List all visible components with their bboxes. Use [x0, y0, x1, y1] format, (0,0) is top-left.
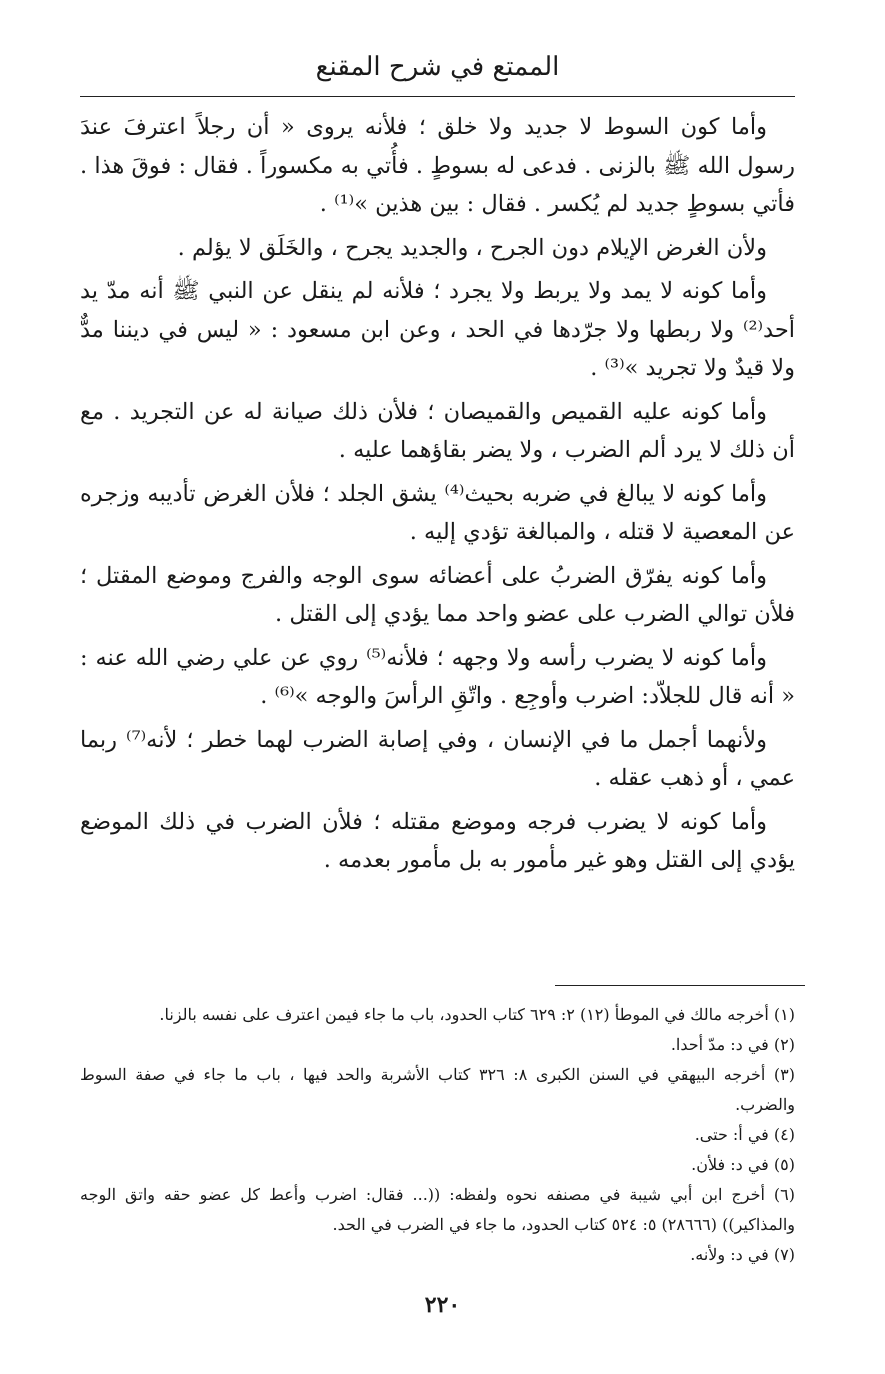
- running-header: [80, 44, 795, 97]
- paragraph-4: وأما كونه عليه القميص والقميصان ؛ فلأن ذلك صيانة له عن التجريد . مع أن ذلك لا يرد ألم الضرب ، ولا يضر بقاؤهما عليه .: [80, 398, 795, 463]
- paragraph-7: وأما كونه لا يضرب رأسه ولا وجهه ؛ فلأنه⁽⁵⁾ روي عن علي رضي الله عنه : « أنه قال للجلاّد: اضرب وأوجِع . واتّقِ الرأسَ والوجه »⁽⁶⁾ .: [80, 644, 795, 709]
- footnote-4: (٤) في أ: حتى.: [694, 1125, 795, 1144]
- footnote-7: (٧) في د: ولأنه.: [690, 1245, 795, 1264]
- footnote-1: (١) أخرجه مالك في الموطأ (١٢) ٢: ٦٢٩ كتاب الحدود، باب ما جاء فيمن اعترف على نفسه بالزنا.: [159, 1005, 795, 1024]
- paragraph-8: ولأنهما أجمل ما في الإنسان ، وفي إصابة الضرب لهما خطر ؛ لأنه⁽⁷⁾ ربما عمي ، أو ذهب عقله .: [80, 726, 795, 791]
- paragraph-1: وأما كون السوط لا جديد ولا خلق ؛ فلأنه يروى « أن رجلاً اعترفَ عندَ رسول الله ﷺ بالزنى . فدعى له بسوطٍ . فأُتي به مكسوراً . فقال : فوقَ هذا . فأتي بسوطٍ جديد لم يُكسر . فقال : بين هذين »⁽¹⁾ .: [80, 114, 795, 217]
- footnote-separator: [555, 985, 805, 986]
- paragraph-3: وأما كونه لا يمد ولا يربط ولا يجرد ؛ فلأنه لم ينقل عن النبي ﷺ أنه مدّ يد أحد⁽²⁾ ولا ربطها ولا جرّدها في الحد ، وعن ابن مسعود : « ليس في ديننا مدٌّ ولا قيدٌ ولا تجريد »⁽³⁾ .: [80, 278, 795, 381]
- footnote-2: (٢) في د: مدّ أحدا.: [670, 1035, 795, 1054]
- paragraph-2: ولأن الغرض الإيلام دون الجرح ، والجديد يجرح ، والخَلَق لا يؤلم .: [177, 234, 767, 261]
- main-text: [80, 108, 795, 885]
- paragraph-5: وأما كونه لا يبالغ في ضربه بحيث⁽⁴⁾ يشق الجلد ؛ فلأن الغرض تأديبه وزجره عن المعصية لا قتله ، والمبالغة تؤدي إليه .: [80, 480, 795, 545]
- paragraph-6: وأما كونه يفرّق الضربُ على أعضائه سوى الوجه والفرج وموضع المقتل ؛ فلأن توالي الضرب على عضو واحد مما يؤدي إلى القتل .: [80, 562, 795, 627]
- paragraph-9: وأما كونه لا يضرب فرجه وموضع مقتله ؛ فلأن الضرب في ذلك الموضع يؤدي إلى القتل وهو غير مأمور به بل مأمور بعدمه .: [80, 808, 795, 873]
- page-number: ٢٢٠: [424, 1292, 461, 1318]
- footnote-3: (٣) أخرجه البيهقي في السنن الكبرى ٨: ٣٢٦ كتاب الأشربة والحد فيها ، باب ما جاء في صفة السوط والضرب.: [80, 1065, 795, 1114]
- book-title: الممتع في شرح المقنع: [315, 52, 560, 82]
- footnote-6: (٦) أخرج ابن أبي شيبة في مصنفه نحوه ولفظه: ((... فقال: اضرب وأعط كل عضو حقه واتق الوجه والمذاكير)) (٢٨٦٦٦) ٥: ٥٢٤ كتاب الحدود، ما جاء في الضرب في الحد.: [80, 1185, 795, 1234]
- footnote-5: (٥) في د: فلأن.: [691, 1155, 795, 1174]
- footnotes: [80, 1000, 795, 1270]
